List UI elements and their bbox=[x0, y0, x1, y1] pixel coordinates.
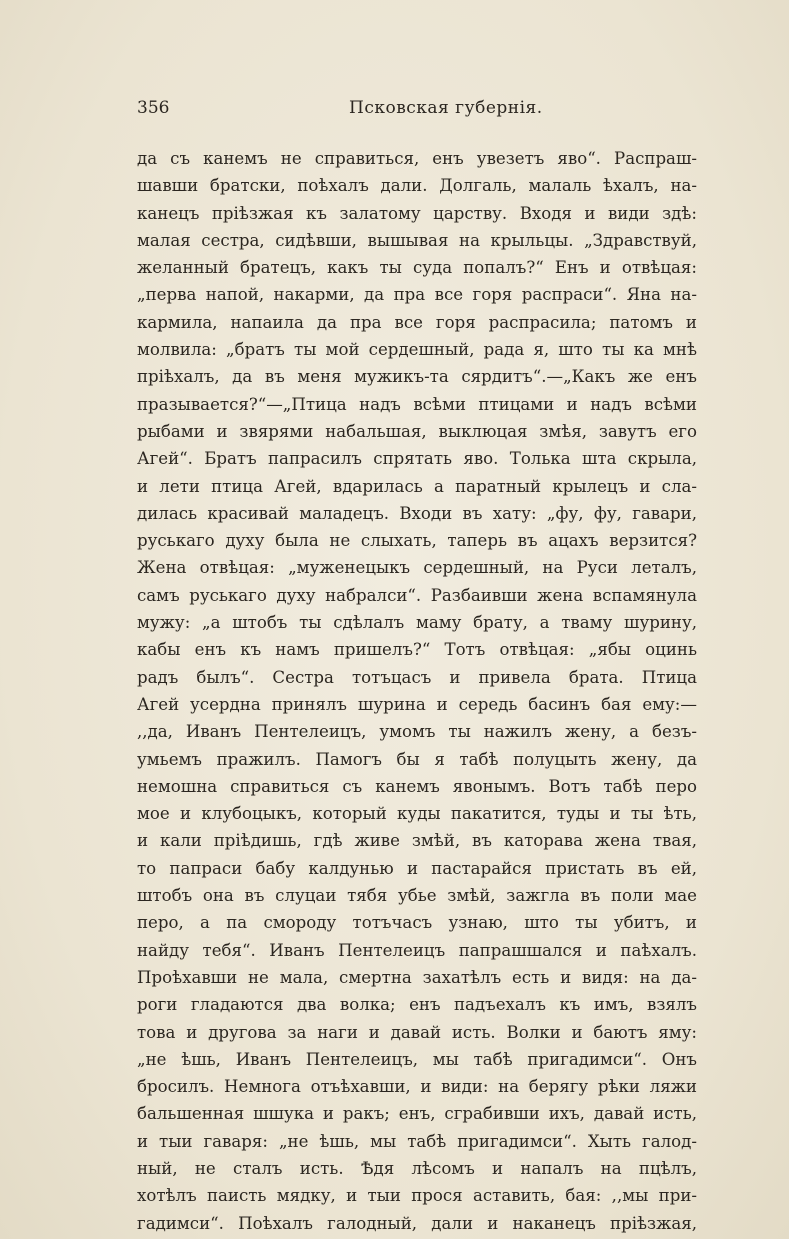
text-line: това и другова за наги и давай исть. Волки и баютъ яму: bbox=[137, 1022, 697, 1042]
text-line: бросилъ. Немнога отъѣхавши, и види: на берягу рѣки ляжи bbox=[137, 1077, 697, 1097]
text-line: гадимси“. Поѣхалъ галодный, дали и наканецъ пріѣзжая, bbox=[137, 1213, 697, 1233]
text-line: перо, а па смороду тотъчасъ узнаю, што ты убитъ, и bbox=[137, 913, 697, 933]
text-line: бальшенная шшука и ракъ; енъ, сграбивши ихъ, давай исть, bbox=[137, 1104, 697, 1124]
text-line: руськаго духу была не слыхать, таперь въ ацахъ верзится? bbox=[137, 531, 697, 551]
text-line: кабы енъ къ намъ пришелъ?“ Тотъ отвѣцая: „ябы оцинь bbox=[137, 640, 697, 660]
page-header bbox=[137, 98, 697, 122]
text-line: да съ канемъ не справиться, енъ увезетъ яво“. Распраш- bbox=[137, 149, 697, 168]
text-line: мужу: „а штобъ ты сдѣлалъ маму брату, а тваму шурину, bbox=[137, 613, 697, 633]
text-line: хотѣлъ паисть мядку, и тыи прося аставить, бая: ,,мы при- bbox=[137, 1186, 697, 1206]
text-line: „перва напой, накарми, да пра все горя распраси“. Яна на- bbox=[137, 285, 697, 305]
text-line: Агей“. Братъ папрасилъ спрятать яво. Толька шта скрыла, bbox=[137, 449, 697, 469]
text-line: малая сестра, сидѣвши, вышывая на крыльцы. „Здравствуй, bbox=[137, 230, 697, 250]
text-line: ,,да, Иванъ Пентелеицъ, умомъ ты нажилъ жену, а безъ- bbox=[137, 722, 697, 742]
text-line: дилась красивай маладецъ. Входи въ хату: „фу, фу, гавари, bbox=[137, 503, 697, 523]
text-line: Агей усердна принялъ шурина и середь басинъ бая ему:— bbox=[137, 694, 697, 714]
text-line: и кали пріѣдишь, гдѣ живе змѣй, въ каторава жена твая, bbox=[137, 831, 697, 851]
text-line: штобъ она въ слуцаи тябя убье змѣй, зажгла въ поли мае bbox=[137, 886, 697, 906]
text-line: шавши братски, поѣхалъ дали. Долгаль, малаль ѣхалъ, на- bbox=[137, 176, 697, 196]
text-line: празывается?“—„Птица надъ всѣми птицами и надъ всѣми bbox=[137, 394, 697, 414]
running-title: Псковская губернія. bbox=[349, 98, 543, 118]
text-line: и тыи гаваря: „не ѣшь, мы табѣ пригадимси“. Хыть галод- bbox=[137, 1131, 697, 1151]
text-line: и лети птица Агей, вдарилась а паратный крылецъ и сла- bbox=[137, 476, 697, 496]
body-text bbox=[137, 145, 697, 1237]
text-line: канецъ пріѣзжая къ залатому царству. Входя и види здѣ: bbox=[137, 203, 697, 223]
text-line: ный, не сталъ исть. Ѣдя лѣсомъ и напалъ на пцѣлъ, bbox=[137, 1158, 697, 1178]
text-line: рыбами и звярями набальшая, выклюцая змѣя, завутъ его bbox=[137, 421, 697, 441]
text-line: желанный братецъ, какъ ты суда попалъ?“ Енъ и отвѣцая: bbox=[137, 258, 697, 278]
page-number: 356 bbox=[137, 98, 170, 118]
text-line: радъ былъ“. Сестра тотъцасъ и привела брата. Птица bbox=[137, 667, 697, 687]
text-line: то папраси бабу калдунью и пастарайся пристать въ ей, bbox=[137, 858, 697, 878]
text-line: пріѣхалъ, да въ меня мужикъ-та сярдитъ“.—„Какъ же енъ bbox=[137, 367, 697, 387]
text-line: немошна справиться съ канемъ явонымъ. Вотъ табѣ перо bbox=[137, 776, 697, 796]
text-line: „не ѣшь, Иванъ Пентелеицъ, мы табѣ пригадимси“. Онъ bbox=[137, 1049, 697, 1069]
text-line: самъ руськаго духу набралси“. Разбаивши жена вспамянула bbox=[137, 585, 697, 605]
text-line: Жена отвѣцая: „муженецыкъ сердешный, на Руси леталъ, bbox=[137, 558, 697, 578]
text-line: мое и клубоцыкъ, который куды пакатится, туды и ты ѣть, bbox=[137, 804, 697, 824]
text-line: молвила: „братъ ты мой сердешный, рада я, што ты ка мнѣ bbox=[137, 340, 697, 360]
text-line: умьемъ пражилъ. Памогъ бы я табѣ полуцыть жену, да bbox=[137, 749, 697, 769]
text-line: кармила, напаила да пра все горя распрасила; патомъ и bbox=[137, 312, 697, 332]
text-line: найду тебя“. Иванъ Пентелеицъ папрашшался и паѣхалъ. bbox=[137, 940, 697, 960]
text-line: Проѣхавши не мала, смертна захатѣлъ есть и видя: на да- bbox=[137, 967, 697, 987]
text-line: роги гладаются два волка; енъ падъехалъ къ имъ, взялъ bbox=[137, 995, 697, 1015]
